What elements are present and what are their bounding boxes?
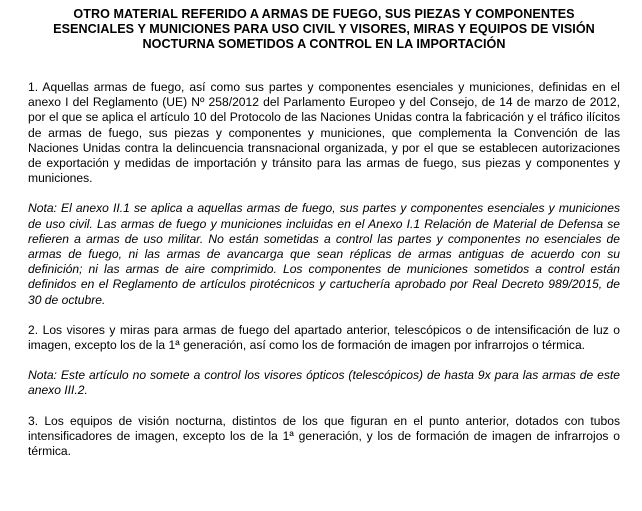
note-1: Nota: El anexo II.1 se aplica a aquellas armas de fuego, sus partes y componentes esenciales y municiones de uso civil. Las armas de fuego y municiones incluidas en el Anexo I.1 Relación de Material de Defensa se refieren a armas de uso militar. No están sometidas a control las partes y componentes no esenciales de armas de fuego, ni las armas de avancarga que sean réplicas de armas antiguas de acuerdo con su definición; ni las armas de aire comprimido. Los componentes de municiones sometidos a control están definidos en el Reglamento de artículos pirotécnicos y cartuchería aprobado por Real Decreto 989/2015, de 30 de octubre. xyxy=(28,201,620,307)
paragraph-1: 1. Aquellas armas de fuego, así como sus partes y componentes esenciales y municiones, definidas en el anexo I del Reglamento (UE) Nº 258/2012 del Parlamento Europeo y del Consejo, de 14 de marzo de 2012, por el que se aplica el artículo 10 del Protocolo de las Naciones Unidas contra la fabricación y el tráfico ilícitos de armas de fuego, sus piezas y componentes y municiones, que complementa la Convención de las Naciones Unidas contra la delincuencia transnacional organizada, y por el que se establecen autorizaciones de exportación y medidas de importación y tránsito para las armas de fuego, sus piezas y componentes y municiones. xyxy=(28,80,620,186)
paragraph-3: 3. Los equipos de visión nocturna, distintos de los que figuran en el punto anterior, dotados con tubos intensificadores de imagen, excepto los de la 1ª generación, y los de formación de imagen de infrarrojos o térmica. xyxy=(28,413,620,459)
paragraph-2: 2. Los visores y miras para armas de fuego del apartado anterior, telescópicos o de intensificación de luz o imagen, excepto los de la 1ª generación, así como los de formación de imagen por infrarrojos o térmica. xyxy=(28,322,620,353)
note-2: Nota: Este artículo no somete a control los visores ópticos (telescópicos) de hasta 9x para las armas de este anexo III.2. xyxy=(28,368,620,398)
document-title: OTRO MATERIAL REFERIDO A ARMAS DE FUEGO, SUS PIEZAS Y COMPONENTES ESENCIALES Y MUNICIONES PARA USO CIVIL Y VISORES, MIRAS Y EQUIPOS DE VISIÓN NOCTURNA SOMETIDOS A CONTROL EN LA IMPORTACIÓN xyxy=(53,7,595,51)
